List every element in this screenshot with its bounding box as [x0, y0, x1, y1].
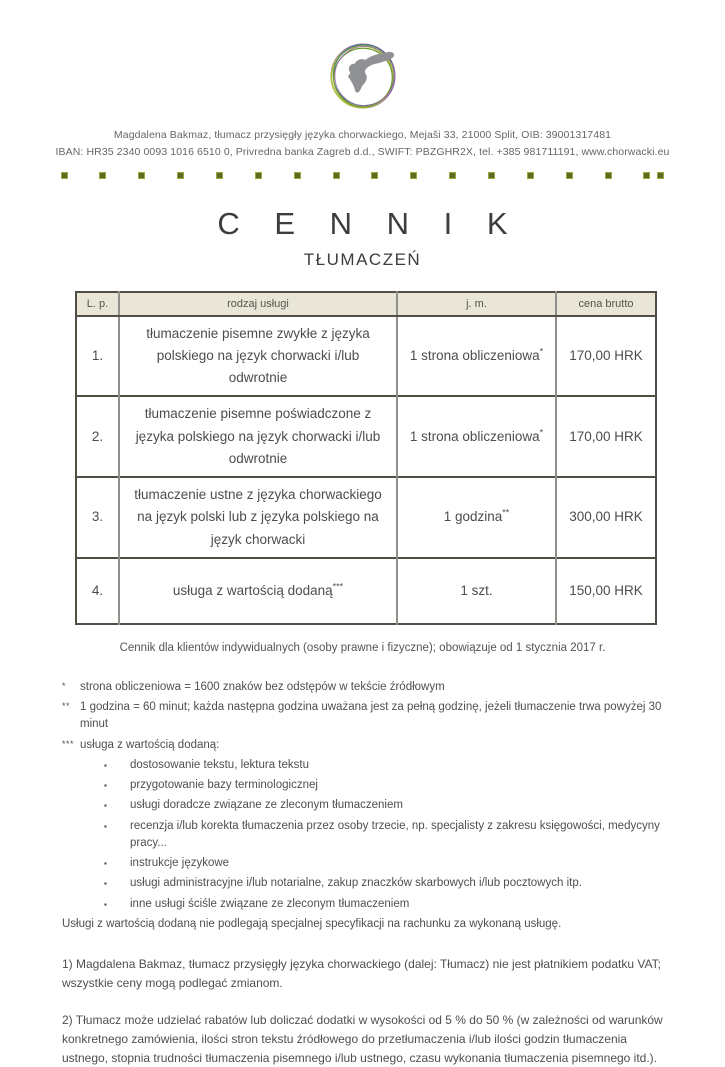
cell-unit: 1 szt.	[397, 558, 556, 624]
separator-dot	[566, 172, 573, 179]
page-subtitle: TŁUMACZEŃ	[303, 249, 422, 269]
separator-dot	[255, 172, 262, 179]
list-item: ▪ instrukcje językowe	[104, 857, 230, 870]
separator-dot	[177, 172, 184, 179]
bullet-icon: ▪	[104, 801, 107, 811]
separator-dot	[527, 172, 534, 179]
bullet-icon: ▪	[104, 760, 107, 770]
separator-dot	[294, 172, 301, 179]
list-item: ▪ inne usługi ściśle związane ze zleconym tłumaczeniem	[104, 897, 410, 910]
list-item: ▪ usługi doradcze związane ze zleconym tłumaczeniem	[104, 799, 403, 812]
contact-info	[0, 127, 725, 161]
list-item: ▪ dostosowanie tekstu, lektura tekstu	[104, 758, 309, 771]
table-header-row	[76, 292, 656, 316]
cell-no: 1.	[76, 316, 119, 397]
cell-no: 4.	[76, 558, 119, 624]
list-item: ▪ usługi administracyjne i/lub notarialne, zakup znaczków skarbowych i/lub pocztowych itp.	[104, 877, 582, 890]
cell-unit: 1 godzina**	[397, 477, 556, 558]
column-header-service: rodzaj usługi	[119, 292, 397, 316]
cell-price: 150,00 HRK	[556, 558, 656, 624]
list-item: ▪ przygotowanie bazy terminologicznej	[104, 779, 318, 792]
footnote-text: usługa z wartością dodaną:	[80, 738, 220, 751]
cell-service: usługa z wartością dodaną***	[119, 558, 397, 624]
bullet-icon: ▪	[104, 821, 107, 831]
table-row	[76, 477, 656, 558]
cell-unit: 1 strona obliczeniowa*	[397, 396, 556, 477]
table-row	[76, 316, 656, 397]
separator-dot	[643, 172, 650, 179]
separator-dot	[605, 172, 612, 179]
separator-dot	[371, 172, 378, 179]
dotted-separator	[61, 172, 665, 180]
footnote-text: strona obliczeniowa = 1600 znaków bez odstępów w tekście źródłowym	[80, 680, 445, 693]
logo-container	[0, 0, 725, 119]
terms-section	[62, 955, 663, 1067]
table-row	[76, 396, 656, 477]
bullet-icon: ▪	[104, 859, 107, 869]
column-header-price: cena brutto	[556, 292, 656, 316]
table-caption: Cennik dla klientów indywidualnych (osoby prawne i fizyczne); obowiązuje od 1 stycznia 2017 r.	[119, 641, 606, 654]
price-table	[75, 291, 657, 625]
terms-paragraph-2: 2) Tłumacz może udzielać rabatów lub doliczać dodatki w wysokości od 5 % do 50 % (w zależności od warunków konkretnego zamówienia, ilości stron tekstu źródłowego do przetłumaczenia i/lub ilości godzin tłumaczenia ustnego, stopnia trudności tłumaczenia pisemnego i/lub ustnego, czasu wykonania tłumaczenia pisemnego itd.).	[62, 1013, 663, 1065]
footnote-marker: **	[62, 701, 71, 712]
cell-price: 300,00 HRK	[556, 477, 656, 558]
cell-price: 170,00 HRK	[556, 316, 656, 397]
value-added-list	[62, 757, 663, 913]
cell-service: tłumaczenie ustne z języka chorwackiego na język polski lub z języka polskiego na język chorwacki	[119, 477, 397, 558]
page-title: C E N N I K	[217, 205, 521, 241]
contact-line-1: Magdalena Bakmaz, tłumacz przysięgły języka chorwackiego, Mejaši 33, 21000 Split, OIB: 39001317481	[113, 129, 612, 141]
contact-line-2: IBAN: HR35 2340 0093 1016 6510 0, Privredna banka Zagreb d.d., SWIFT: PBZGHR2X, tel. +385 981711191, www.chorwacki.eu	[55, 145, 670, 158]
cell-service: tłumaczenie pisemne poświadczone z języka polskiego na język chorwacki i/lub odwrotnie	[119, 396, 397, 477]
separator-dot	[61, 172, 68, 179]
footnotes-section	[62, 679, 663, 933]
separator-dot	[410, 172, 417, 179]
bullet-icon: ▪	[104, 781, 107, 791]
separator-dot-pair	[643, 172, 664, 179]
table-row	[76, 558, 656, 624]
cell-service: tłumaczenie pisemne zwykłe z języka polskiego na język chorwacki i/lub odwrotnie	[119, 316, 397, 397]
cell-unit: 1 strona obliczeniowa*	[397, 316, 556, 397]
separator-dot	[99, 172, 106, 179]
list-item: ▪ recenzja i/lub korekta tłumaczenia przez osoby trzecie, np. specjalisty z zakresu księgowości, medycyny pracy...	[104, 819, 660, 849]
footnote-marker: *	[62, 680, 67, 691]
footnote-marker: ***	[62, 738, 75, 749]
value-added-note: Usługi z wartością dodaną nie podlegają specjalnej specyfikacji na rachunku za wykonaną usługę.	[62, 917, 562, 930]
separator-dot	[138, 172, 145, 179]
footnote	[62, 737, 663, 754]
footnote-text: 1 godzina = 60 minut; każda następna godzina uważana jest za pełną godzinę, jeżeli tłumaczenie trwa powyżej 30 minut	[80, 701, 662, 731]
terms-paragraph-1: 1) Magdalena Bakmaz, tłumacz przysięgły języka chorwackiego (dalej: Tłumacz) nie jest płatnikiem podatku VAT; wszystkie ceny mogą podlegać zmianom.	[62, 957, 661, 990]
separator-dot	[657, 172, 664, 179]
footnote	[62, 699, 663, 734]
separator-dot	[449, 172, 456, 179]
separator-dot	[488, 172, 495, 179]
column-header-unit: j. m.	[397, 292, 556, 316]
cell-price: 170,00 HRK	[556, 396, 656, 477]
separator-dot	[333, 172, 340, 179]
bullet-icon: ▪	[104, 899, 107, 909]
cell-no: 2.	[76, 396, 119, 477]
footnote	[62, 679, 663, 696]
separator-dot	[216, 172, 223, 179]
bullet-icon: ▪	[104, 879, 107, 889]
cell-no: 3.	[76, 477, 119, 558]
column-header-lp: L. p.	[76, 292, 119, 316]
croatia-logo-icon	[325, 38, 401, 119]
